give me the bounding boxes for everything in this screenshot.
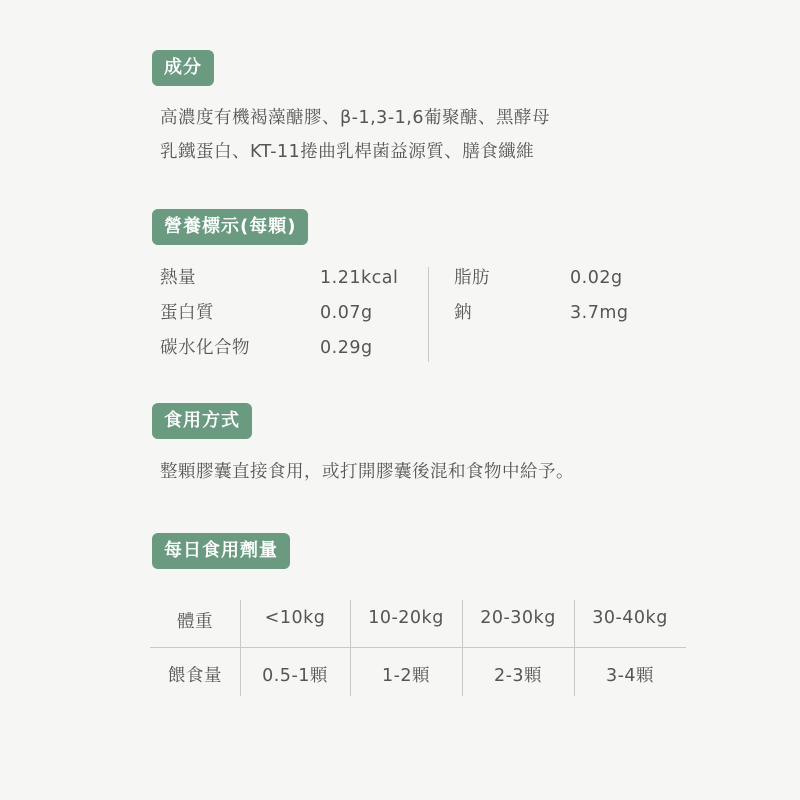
dosage-col-divider [574,600,575,696]
dosage-col-divider [350,600,351,696]
nutrition-header: 營養標示(每顆) [152,209,308,245]
usage-header: 食用方式 [152,403,252,439]
nutrition-label-protein: 蛋白質 [160,303,214,323]
dosage-amount-2: 1-2顆 [381,666,431,686]
dosage-amount-4: 3-4顆 [605,666,655,686]
dosage-col-divider [462,600,463,696]
dosage-row-header-amount: 餵食量 [168,666,222,686]
nutrition-divider [428,267,429,362]
nutrition-value-protein: 0.07g [320,303,373,323]
ingredients-line-2: 乳鐵蛋白、KT-11捲曲乳桿菌益源質、膳食纖維 [160,142,535,162]
nutrition-label-carbs: 碳水化合物 [160,338,250,358]
nutrition-label-sodium: 鈉 [454,303,472,323]
dosage-weight-2: 10-20kg [368,608,444,628]
nutrition-value-calories: 1.21kcal [320,268,399,288]
dosage-amount-3: 2-3顆 [493,666,543,686]
dosage-col-divider [240,600,241,696]
dosage-weight-1: <10kg [264,608,326,628]
dosage-row-header-weight: 體重 [177,612,213,632]
dosage-row-divider [150,647,686,648]
ingredients-line-1: 高濃度有機褐藻醣膠、β-1,3-1,6葡聚醣、黑酵母 [160,108,550,128]
nutrition-label-calories: 熱量 [160,268,196,288]
dosage-amount-1: 0.5-1顆 [262,666,328,686]
nutrition-value-carbs: 0.29g [320,338,373,358]
nutrition-label-fat: 脂肪 [454,268,490,288]
dosage-header: 每日食用劑量 [152,533,290,569]
nutrition-value-sodium: 3.7mg [570,303,629,323]
ingredients-header: 成分 [152,50,214,86]
nutrition-value-fat: 0.02g [570,268,623,288]
dosage-weight-4: 30-40kg [592,608,668,628]
usage-text: 整顆膠囊直接食用，或打開膠囊後混和食物中給予。 [160,462,574,482]
dosage-weight-3: 20-30kg [480,608,556,628]
